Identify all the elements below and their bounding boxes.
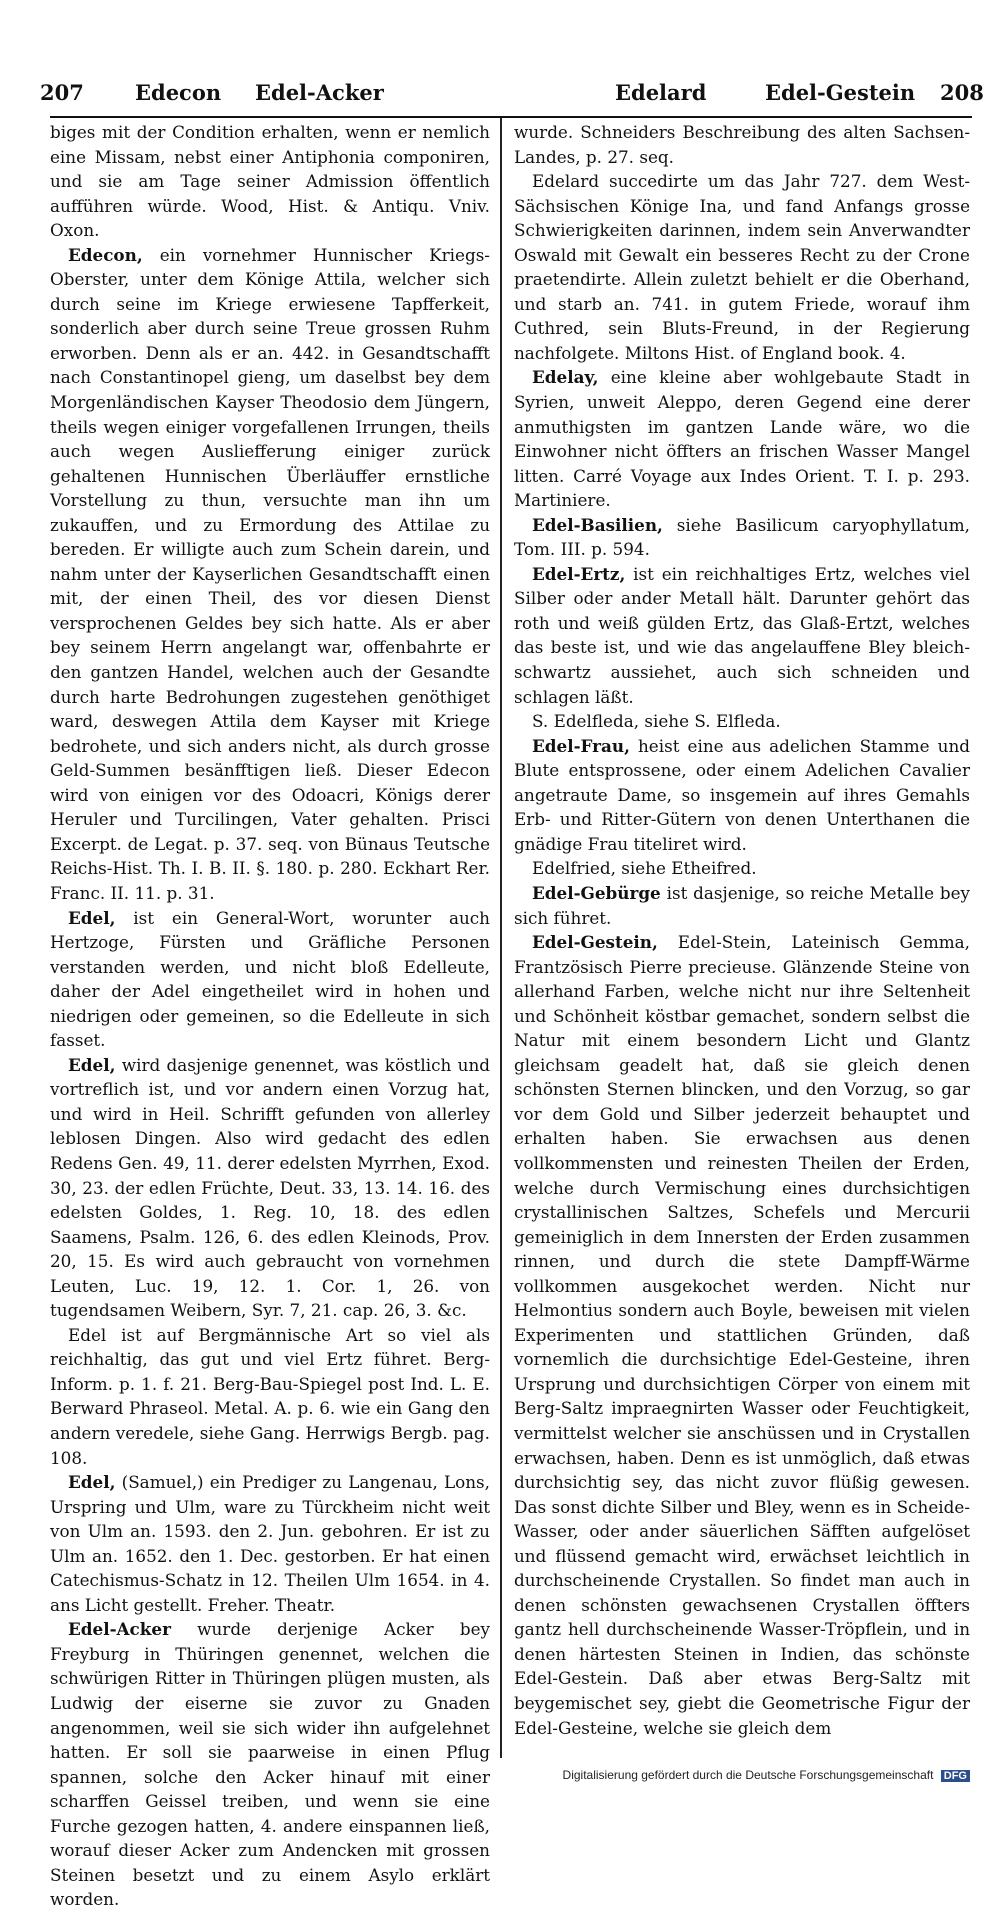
column-divider (500, 118, 502, 1758)
right-page-number: 208 (940, 80, 984, 105)
entry-text: Edel-Stein, Lateinisch Gemma, Frantzösisch Pierre precieuse. Glänzende Steine von allerhand Farben, welche nicht nur ihre Seltenheit und Schönheit köstbar gemachet, sondern selbst die Natur mit einem besondern Licht und Glantz gleichsam geadelt hat, daß sie gleich denen schönsten Sternen blincken, und den Vorzug, so gar vor dem Gold und Silber jederzeit behauptet und erhalten haben. Sie erwachsen aus denen vollkommensten und reinesten Theilen der Erden, welche durch Vermischung eines durchsichtigen crystallinischen Saltzes, Schefels und Mercurii gemeiniglich in dem Innersten der Erden zusammen rinnen, und durch die stete Dampff-Wärme vollkommen ausgekochet werden. Nicht nur Helmontius sondern auch Boyle, beweisen mit vielen Experimenten und stattlichen Gründen, daß vornemlich die durchsichtige Edel-Gesteine, ihren Ursprung und durchsichtigen Cörper von einem mit Berg-Saltz impraegnirten Wasser oder Feuchtigkeit, vermittelst welcher sie anschüssen und in Crystallen erwachsen, haben. Denn es ist unmöglich, daß etwas durchsichtig sey, das nicht zuvor flüßig gewesen. Das sonst dichte Silber und Bley, wenn es in Scheide-Wasser, oder ander säuerlichen Säfften aufgelöset und flüssend gemacht wird, erwächset leichtlich in durchscheinende Crystallen. So findet man auch in denen schönsten gewachsenen Crystallen öffters gantz hell durchscheinende Wasser-Tröpflein, und in denen härtesten Steinen in Indien, das schönste Edel-Gestein. Daß aber etwas Berg-Saltz mit beygemischet sey, giebt die Geometrische Figur der Edel-Gesteine, welche sie gleich dem (514, 932, 970, 1738)
left-headword-last: Edel-Acker (255, 80, 384, 105)
entry-lemma: Edelay, (532, 367, 599, 388)
dictionary-entry (50, 1617, 490, 1912)
entry-text: wurde. Schneiders Beschreibung des alten Sachsen-Landes, p. 27. seq. (514, 122, 970, 167)
entry-text: heist eine aus adelichen Stamme und Blute entsprossene, oder einem Adelichen Cavalier angetraute Dame, so insgemein auf ihres Gemahls Erb- und Ritter-Gütern von denen Unterthanen die gnädige Frau titeliret wird. (514, 735, 970, 854)
right-headword-last: Edel-Gestein (765, 80, 916, 105)
entry-lemma: Edel, (68, 1054, 116, 1075)
entry-text: ein vornehmer Hunnischer Kriegs-Oberster, unter dem Könige Attila, welcher sich durch seine im Kriege erwiesene Tapfferkeit, sonderlich aber durch seine Treue grossen Ruhm erworben. Denn als er an. 442. in Gesandtschafft nach Constantinopel gieng, um daselbst bey dem Morgenländischen Kayser Theodosio dem Jüngern, theils wegen einiger vorgefallenen Irrungen, theils auch wegen Ausliefferung einiger zurück gehaltenen Hunnischen Überläuffer ernstliche Vorstellung zu thun, versuchte man ihn um zukauffen, und zu Ermordung des Attilae zu bereden. Er willigte auch zum Schein darein, und nahm unter der Kayserlichen Gesandtschafft einen mit, der einen Theil, des vor diesen Dienst versprochenen Geldes bey sich hatte. Als er aber bey seinem Herrn angelangt war, offenbahrte er den gantzen Handel, welchen auch der Gesandte durch harte Bedrohungen zugestehen genöthiget ward, deswegen Attila dem Kayser mit Kriege bedrohete, und sich anders nicht, als durch grosse Geld-Summen besänfftigen ließ. Dieser Edecon wird von einigen vor des Odoacri, Königs derer Heruler und Turcilingen, Vater gehalten. Prisci Excerpt. de Legat. p. 37. seq. von Bünaus Teutsche Reichs-Hist. Th. I. B. II. §. 180. p. 280. Eckhart Rer. Franc. II. 11. p. 31. (50, 244, 490, 903)
entry-text: siehe Basilicum caryophyllatum, Tom. III. p. 594. (514, 514, 970, 560)
continued-text (514, 120, 970, 169)
dictionary-entry (50, 1470, 490, 1617)
dictionary-entry (514, 930, 970, 1740)
dictionary-entry (50, 906, 490, 1053)
dictionary-entry (50, 1323, 490, 1470)
entry-lemma: Edel-Acker (68, 1619, 171, 1640)
entry-text: Edelard succedirte um das Jahr 727. dem West-Sächsischen Könige Ina, und fand Anfangs grosse Schwierigkeiten darinnen, indem sein Anverwandter Oswald mit Gewalt ein besseres Recht zu der Crone praetendirte. Allein zuletzt behielt er die Oberhand, und starb an. 741. in gutem Friede, worauf ihm Cuthred, sein Bluts-Freund, in der Regierung nachfolgete. Miltons Hist. of England book. 4. (514, 171, 970, 363)
dictionary-entry (514, 513, 970, 562)
entry-lemma: Edel-Basilien, (532, 514, 663, 535)
dictionary-entry (514, 365, 970, 512)
entry-lemma: Edecon, (68, 244, 143, 265)
left-headword-first: Edecon (135, 80, 222, 105)
dictionary-entry (514, 881, 970, 930)
dictionary-entry (50, 1053, 490, 1323)
dfg-logo: DFG (941, 1770, 970, 1782)
dictionary-entry (514, 169, 970, 365)
entry-text: wird dasjenige genennet, was köstlich und vortreflich ist, und vor andern einen Vorzug hat, und wird in Heil. Schrifft gefunden von allerley leblosen Dingen. Also wird gedacht des edlen Redens Gen. 49, 11. derer edelsten Myrrhen, Exod. 30, 23. der edlen Früchte, Deut. 33, 13. 14. 16. des edelsten Goldes, 1. Reg. 10, 18. des edlen Saamens, Psalm. 126, 6. des edlen Kleinods, Prov. 20, 15. Es wird auch gebraucht von vornehmen Leuten, Luc. 19, 12. 1. Cor. 1, 26. von tugendsamen Weibern, Syr. 7, 21. cap. 26, 3. &c. (50, 1054, 491, 1321)
entry-lemma: Edel, (68, 907, 116, 928)
entry-text: ist ein General-Wort, worunter auch Hertzoge, Fürsten und Gräfliche Personen verstanden werden, und nicht bloß Edelleute, daher der Adel eingetheilet wird in hohen und niedrigen oder gemeinen, so die Edelleute in sich fasset. (50, 907, 490, 1051)
left-column (50, 120, 491, 1910)
entry-lemma: Edel-Gestein, (532, 932, 658, 953)
entry-text: wurde derjenige Acker bey Freyburg in Thüringen genennet, welchen die schwürigen Ritter in Thüringen plügen musten, als Ludwig der eiserne sie zuvor zu Gnaden angenommen, weil sie sich wider ihn aufgelehnet hatten. Er soll sie paarweise in einen Pflug spannen, solche den Acker hinauf mit einer scharffen Geissel treiben, und wenn sie eine Furche gezogen hatten, 4. andere einspannen ließ, worauf dieser Acker zum Andencken mit grossen Steinen besetzt und zu einem Asylo erklärt worden. (50, 1619, 490, 1910)
header-rule (50, 116, 972, 118)
dictionary-entry (514, 562, 970, 709)
entry-lemma: Edel-Gebürge (532, 882, 661, 903)
entry-lemma: Edel, (68, 1472, 116, 1493)
dictionary-entry (514, 734, 970, 857)
entry-text: S. Edelfleda, siehe S. Elfleda. (532, 711, 781, 732)
entry-text: Edelfried, siehe Etheifred. (532, 858, 757, 879)
right-column (514, 120, 970, 1770)
left-page-number: 207 (40, 80, 84, 105)
digitization-footer (563, 1768, 970, 1782)
entry-text: ist ein reichhaltiges Ertz, welches viel Silber oder ander Metall hält. Darunter gehört das roth und weiß gülden Ertz, das Glaß-Ertzt, welches das beste ist, und wie das angelauffene Bley bleich-schwartz aussiehet, auch sich schneiden und schlagen läßt. (514, 563, 970, 707)
entry-lemma: Edel-Frau, (532, 735, 630, 756)
entry-text: ist dasjenige, so reiche Metalle bey sich führet. (514, 882, 970, 928)
entry-text: (Samuel,) ein Prediger zu Langenau, Lons, Urspring und Ulm, ware zu Türckheim nicht weit von Ulm an. 1593. den 2. Jun. gebohren. Er ist zu Ulm an. 1652. den 1. Dec. gestorben. Er hat einen Catechismus-Schatz in 12. Theilen Ulm 1654. in 4. ans Licht gestellt. Freher. Theatr. (50, 1472, 490, 1615)
entry-text: biges mit der Condition erhalten, wenn er nemlich eine Missam, nebst einer Antiphonia componiren, und sie am Tage seiner Admission öffentlich aufführen würde. Wood, Hist. & Antiqu. Vniv. Oxon. (50, 122, 490, 241)
footer-text: Digitalisierung gefördert durch die Deutsche Forschungsgemeinschaft (562, 1768, 934, 1782)
entry-text: Edel ist auf Bergmännische Art so viel als reichhaltig, das gut und viel Ertz führet. Berg-Inform. p. 1. f. 21. Berg-Bau-Spiegel post Ind. L. E. Berward Phraseol. Metal. A. p. 6. wie ein Gang den andern veredele, siehe Gang. Herrwigs Bergb. pag. 108. (50, 1324, 490, 1468)
entry-lemma: Edel-Ertz, (532, 563, 626, 584)
dictionary-entry (50, 243, 490, 906)
entry-text: eine kleine aber wohlgebaute Stadt in Syrien, unweit Aleppo, deren Gegend eine derer anmuthigsten im gantzen Lande wäre, wo die Einwohner nicht öffters an frischen Wasser Mangel litten. Carré Voyage aux Indes Orient. T. I. p. 293. Martiniere. (514, 367, 970, 511)
continued-text (50, 120, 490, 243)
page-header (40, 78, 984, 118)
right-headword-first: Edelard (615, 80, 707, 105)
dictionary-entry (514, 709, 970, 734)
dictionary-entry (514, 856, 970, 881)
